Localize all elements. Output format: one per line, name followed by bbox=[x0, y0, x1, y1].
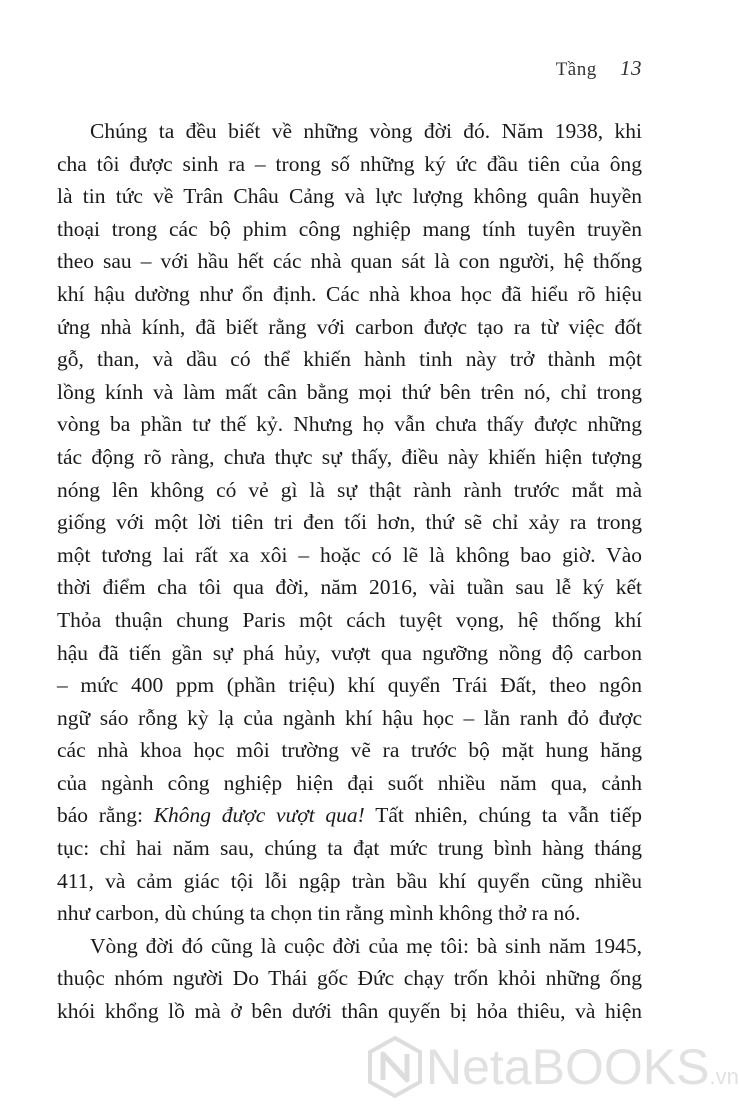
text-line: ứng nhà kính, đã biết rằng với carbon được tạo ra từ việc đốt bbox=[57, 314, 642, 339]
text-line: lồng kính và làm mất cân bằng mọi thứ bên trên nó, chỉ trong bbox=[57, 379, 642, 404]
paragraph-2 bbox=[57, 930, 642, 1028]
text-line: thoại trong các bộ phim công nghiệp mang tính tuyên truyền bbox=[57, 216, 642, 241]
text-line: tác động rõ ràng, chưa thực sự thấy, điều này khiến hiện tượng bbox=[57, 444, 642, 469]
text-line: là tin tức về Trân Châu Cảng và lực lượng không quân huyền bbox=[57, 184, 642, 209]
text-line: Thỏa thuận chung Paris một cách tuyệt vọng, hệ thống khí bbox=[57, 607, 642, 632]
text-line: Vòng đời đó cũng là cuộc đời của mẹ tôi: bà sinh năm 1945, bbox=[90, 933, 642, 958]
text-line: hậu đã tiến gần sự phá hủy, vượt qua ngưỡng nồng độ carbon bbox=[57, 640, 642, 665]
text-line: vòng ba phần tư thế kỷ. Nhưng họ vẫn chưa thấy được những bbox=[57, 412, 642, 437]
text-line: thuộc nhóm người Do Thái gốc Đức chạy trốn khỏi những ống bbox=[57, 966, 642, 991]
publisher-watermark bbox=[362, 1024, 739, 1114]
body-text bbox=[57, 115, 642, 1028]
text-line: của ngành công nghiệp hiện đại suốt nhiều năm qua, cảnh bbox=[57, 770, 642, 795]
text-line: ngữ sáo rỗng kỳ lạ của ngành khí hậu học – lằn ranh đỏ được bbox=[57, 705, 642, 730]
page-number: 13 bbox=[620, 56, 642, 80]
text-segment: báo rằng: bbox=[57, 803, 154, 828]
text-line: giống với một lời tiên tri đen tối hơn, thứ sẽ chỉ xảy ra trong bbox=[57, 510, 642, 535]
text-line: nóng lên không có vẻ gì là sự thật rành rành trước mắt mà bbox=[57, 477, 642, 502]
text-line: như carbon, dù chúng ta chọn tin rằng mình không thở ra nó. bbox=[57, 901, 581, 926]
text-line: khói khổng lồ mà ở bên dưới thân quyến bị hỏa thiêu, và hiện bbox=[57, 999, 642, 1024]
chapter-title: Tầng bbox=[555, 59, 597, 80]
text-line: tục: chỉ hai năm sau, chúng ta đạt mức trung bình hàng tháng bbox=[57, 836, 642, 861]
text-line: gỗ, than, và dầu có thể khiến hành tinh này trở thành một bbox=[57, 347, 642, 372]
text-line: thời điểm cha tôi qua đời, năm 2016, vài tuần sau lễ ký kết bbox=[57, 575, 642, 600]
text-line: cha tôi được sinh ra – trong số những ký ức đầu tiên của ông bbox=[57, 151, 642, 176]
text-line: các nhà khoa học môi trường vẽ ra trước bộ mặt hung hăng bbox=[57, 738, 642, 763]
publisher-logo-icon bbox=[368, 1036, 422, 1098]
text-line: Chúng ta đều biết về những vòng đời đó. Năm 1938, khi bbox=[90, 119, 642, 143]
text-line: một tương lai rất xa xôi – hoặc có lẽ là không bao giờ. Vào bbox=[57, 542, 642, 567]
text-line: 411, và cảm giác tội lỗi ngập tràn bầu khí quyển cũng nhiều bbox=[57, 868, 642, 893]
text-line: khí hậu dường như ổn định. Các nhà khoa học đã hiểu rõ hiệu bbox=[57, 281, 642, 306]
running-header bbox=[556, 56, 642, 81]
watermark-text: NetaBOOKS.vn bbox=[426, 1039, 739, 1095]
emphasis-text: Không được vượt qua! bbox=[153, 803, 365, 828]
paragraph-1 bbox=[57, 115, 642, 930]
text-line: theo sau – với hầu hết các nhà quan sát là con người, hệ thống bbox=[57, 249, 642, 274]
text-line-with-emphasis bbox=[57, 799, 642, 832]
text-segment: Tất nhiên, chúng ta vẫn tiếp bbox=[364, 803, 643, 828]
text-line: – mức 400 ppm (phần triệu) khí quyển Trái Đất, theo ngôn bbox=[57, 673, 642, 698]
